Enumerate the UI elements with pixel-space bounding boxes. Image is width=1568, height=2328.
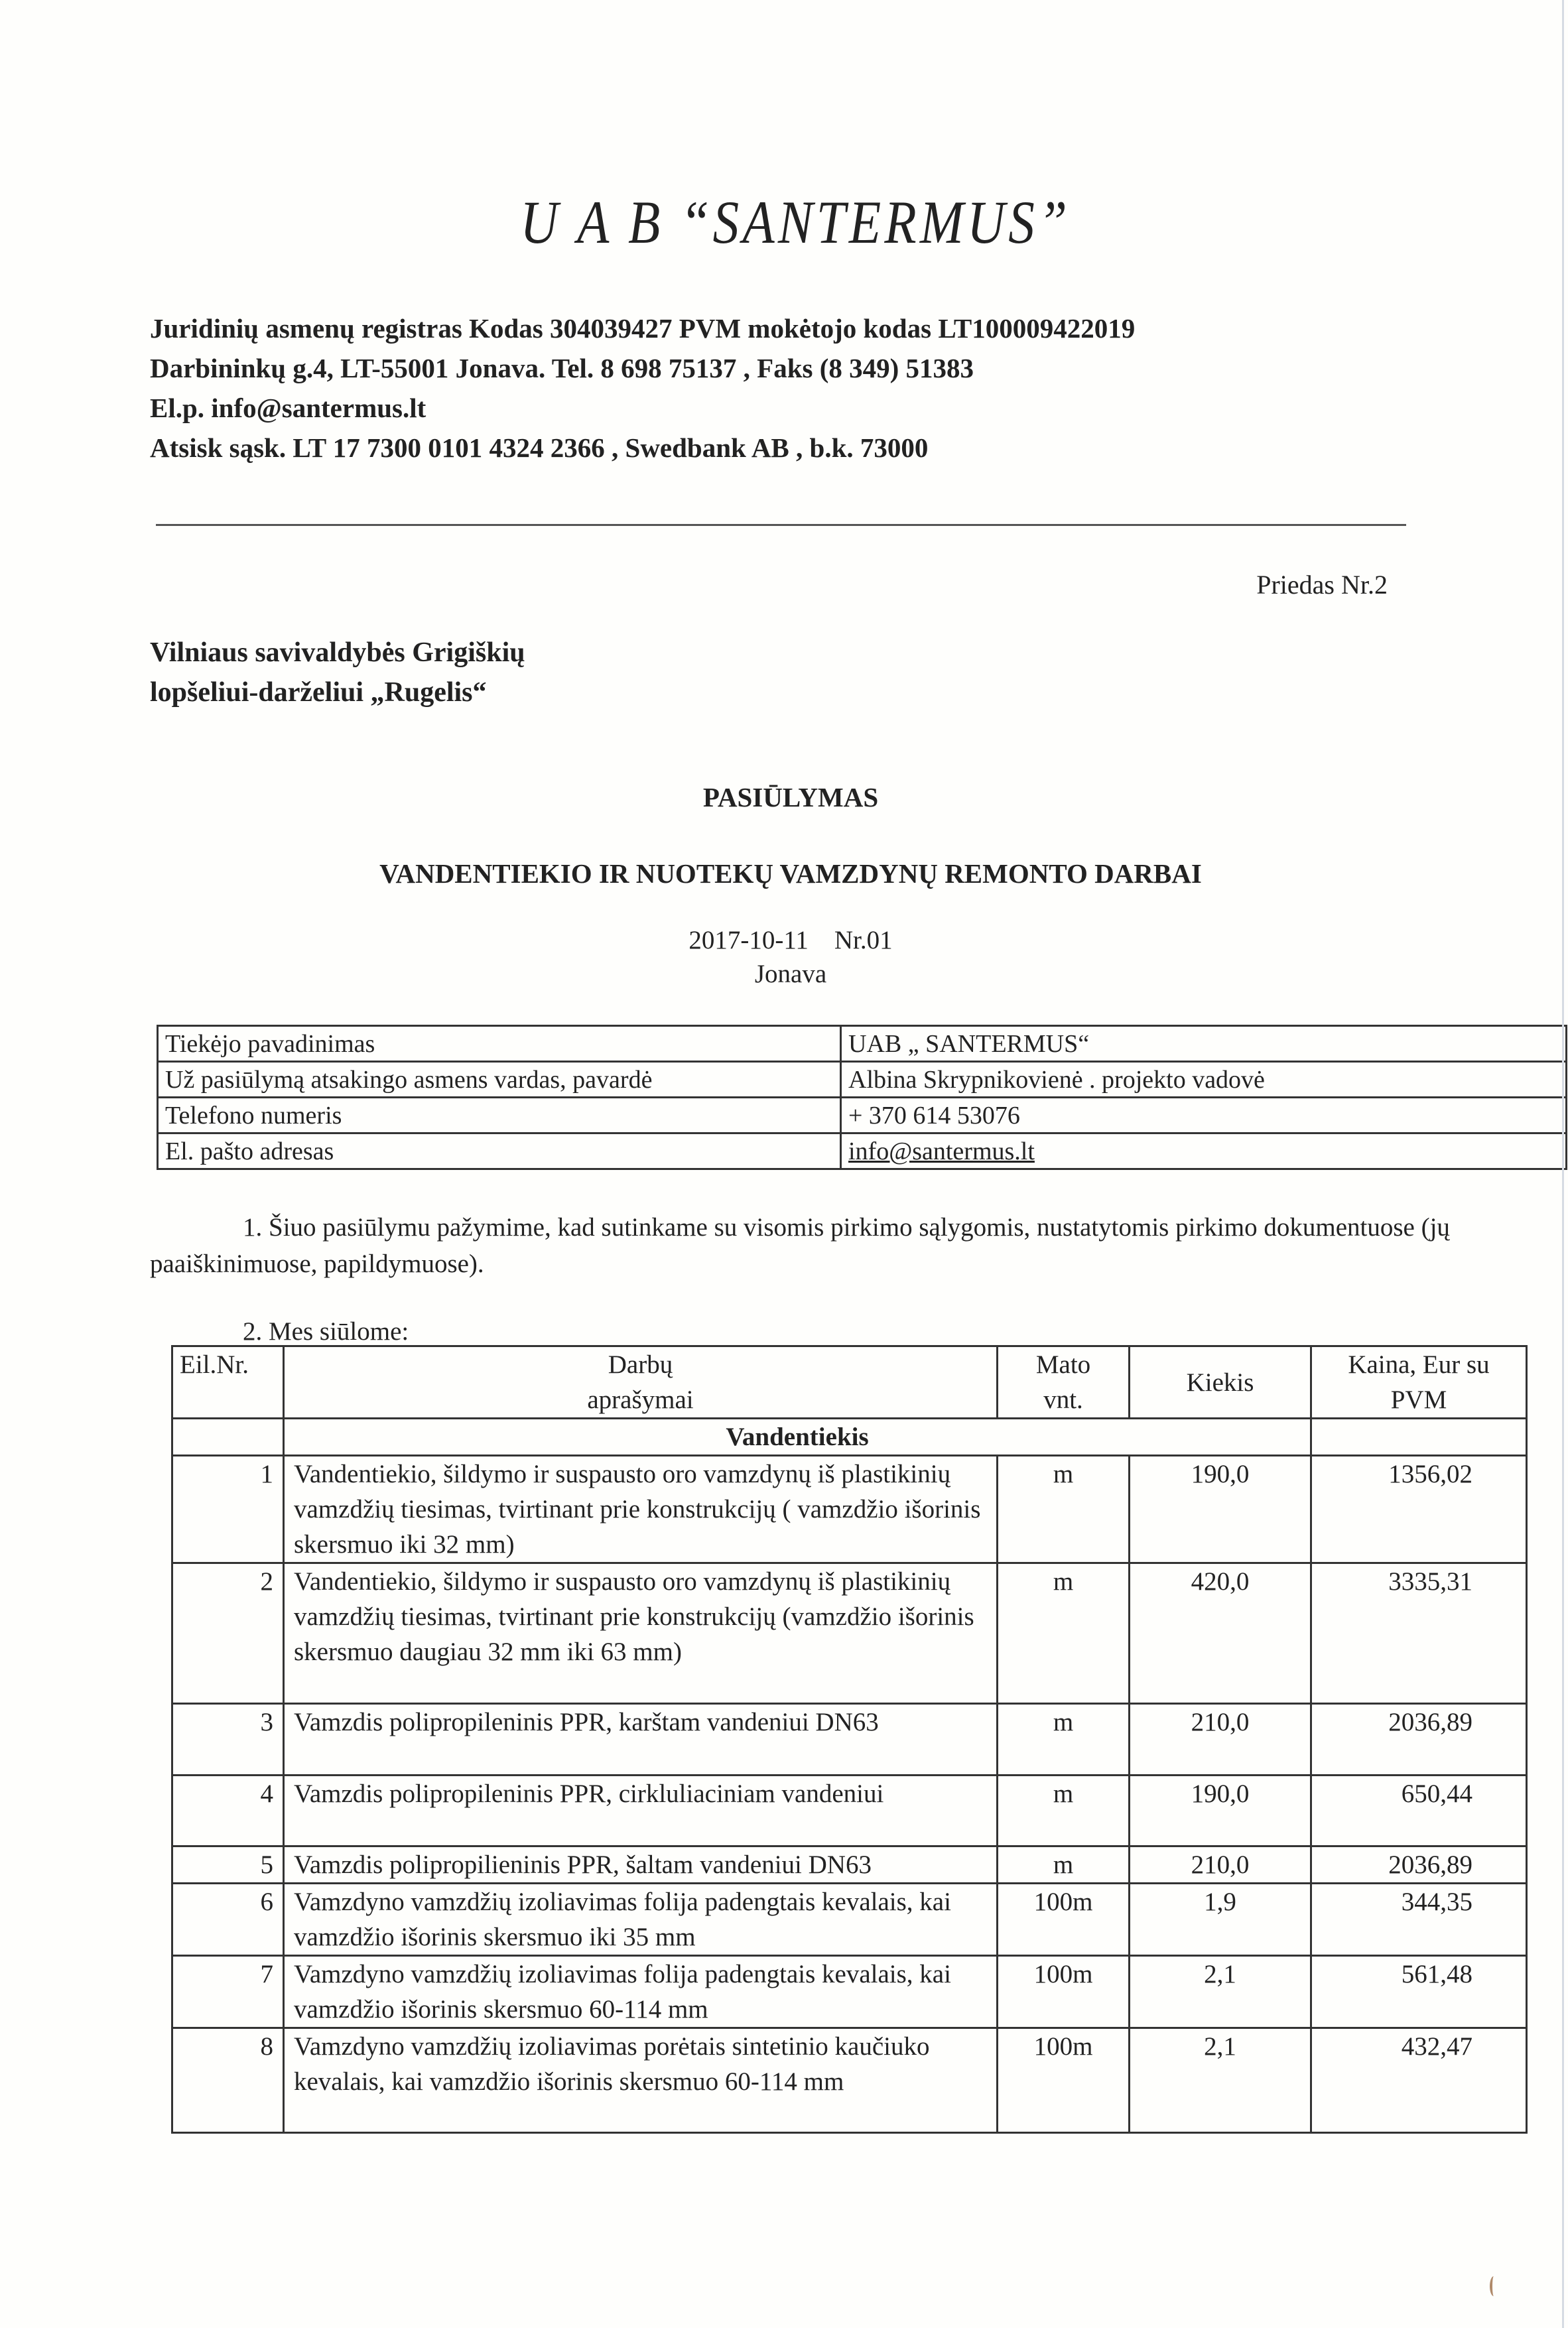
row-number: 6	[172, 1884, 284, 1956]
row-price: 432,47	[1311, 2028, 1527, 2133]
row-description: Vamzdyno vamzdžių izoliavimas porėtais sintetinio kaučiuko kevalais, kai vamzdžio išorinis skersmuo 60-114 mm	[284, 2028, 998, 2133]
header-divider	[156, 524, 1406, 526]
row-number: 3	[172, 1704, 284, 1776]
row-unit: 100m	[998, 2028, 1130, 2133]
row-description: Vamzdis polipropilieninis PPR, šaltam vandeniui DN63	[284, 1846, 998, 1884]
row-number: 2	[172, 1563, 284, 1704]
table-row	[172, 1956, 1527, 2028]
row-quantity: 1,9	[1130, 1884, 1311, 1956]
table-row	[158, 1098, 1567, 1133]
header-description-line2: aprašymai	[587, 1386, 694, 1414]
row-quantity: 210,0	[1130, 1704, 1311, 1776]
row-quantity: 2,1	[1130, 2028, 1311, 2133]
row-price: 1356,02	[1311, 1456, 1527, 1563]
offer-intro: 2. Mes siūlome:	[243, 1317, 409, 1346]
row-unit: m	[998, 1704, 1130, 1776]
supplier-name-value: UAB „ SANTERMUS“	[841, 1026, 1567, 1062]
table-row	[172, 1456, 1527, 1563]
header-price	[1311, 1346, 1527, 1419]
row-unit: m	[998, 1456, 1130, 1563]
header-price-line1: Kaina, Eur su	[1348, 1350, 1490, 1379]
row-quantity: 420,0	[1130, 1563, 1311, 1704]
table-header-row	[172, 1346, 1527, 1419]
row-price: 561,48	[1311, 1956, 1527, 2028]
header-description	[284, 1346, 998, 1419]
document-subtitle: VANDENTIEKIO IR NUOTEKŲ VAMZDYNŲ REMONTO DARBAI	[379, 858, 1202, 889]
row-unit: m	[998, 1776, 1130, 1846]
row-price: 344,35	[1311, 1884, 1527, 1956]
table-row	[158, 1026, 1567, 1062]
section-empty-cell	[1311, 1419, 1527, 1456]
header-unit-line2: vnt.	[1043, 1386, 1083, 1414]
header-unit-line1: Mato	[1035, 1350, 1091, 1379]
registry-line: Juridinių asmenų registras Kodas 304039427 PVM mokėtojo kodas LT100009422019	[150, 313, 1136, 344]
bank-line: Atsisk sąsk. LT 17 7300 0101 4324 2366 , Swedbank AB , b.k. 73000	[150, 432, 929, 463]
addressee-line-1: Vilniaus savivaldybės Grigiškių	[150, 637, 525, 668]
table-row	[172, 1563, 1527, 1704]
header-unit	[998, 1346, 1130, 1419]
row-quantity: 190,0	[1130, 1776, 1311, 1846]
row-unit: 100m	[998, 1956, 1130, 2028]
email-line: El.p. info@santermus.lt	[150, 393, 426, 423]
document-title: PASIŪLYMAS	[702, 782, 879, 812]
section-title: Vandentiekis	[284, 1419, 1311, 1456]
row-description: Vandentiekio, šildymo ir suspausto oro vamzdynų iš plastikinių vamzdžių tiesimas, tvirtinant prie konstrukcijų (vamzdžio išorinis skersmuo daugiau 32 mm iki 63 mm)	[284, 1563, 998, 1704]
row-quantity: 2,1	[1130, 1956, 1311, 2028]
table-row	[158, 1133, 1567, 1169]
table-row	[172, 1704, 1527, 1776]
row-quantity: 190,0	[1130, 1456, 1311, 1563]
header-no: Eil.Nr.	[172, 1346, 284, 1419]
page-edge	[1562, 0, 1564, 2328]
section-empty-cell	[172, 1419, 284, 1456]
phone-value: + 370 614 53076	[841, 1098, 1567, 1133]
row-number: 4	[172, 1776, 284, 1846]
email-link[interactable]: info@santermus.lt	[848, 1137, 1035, 1165]
responsible-person-value: Albina Skrypnikovienė . projekto vadovė	[841, 1062, 1567, 1098]
address-line: Darbininkų g.4, LT-55001 Jonava. Tel. 8 698 75137 , Faks (8 349) 51383	[150, 353, 974, 383]
row-unit: 100m	[998, 1884, 1130, 1956]
row-price: 650,44	[1311, 1776, 1527, 1846]
row-description: Vamzdyno vamzdžių izoliavimas folija padengtais kevalais, kai vamzdžio išorinis skersmuo iki 35 mm	[284, 1884, 998, 1956]
row-number: 8	[172, 2028, 284, 2133]
row-number: 5	[172, 1846, 284, 1884]
table-row	[172, 1846, 1527, 1884]
offer-table	[171, 1345, 1528, 2134]
row-description: Vandentiekio, šildymo ir suspausto oro vamzdynų iš plastikinių vamzdžių tiesimas, tvirtinant prie konstrukcijų ( vamzdžio išorinis skersmuo iki 32 mm)	[284, 1456, 998, 1563]
email-cell	[841, 1133, 1567, 1169]
document-city: Jonava	[754, 960, 827, 988]
header-price-line2: PVM	[1390, 1386, 1447, 1414]
agreement-paragraph: 1. Šiuo pasiūlymu pažymime, kad sutinkame su visomis pirkimo sąlygomis, nustatytomis pirkimo dokumentuose (jų paaiškinimuose, papildymuose).	[150, 1213, 1450, 1278]
row-unit: m	[998, 1563, 1130, 1704]
addressee-line-2: lopšeliui-darželiui „Rugelis“	[150, 677, 487, 708]
row-description: Vamzdis polipropileninis PPR, karštam vandeniui DN63	[284, 1704, 998, 1776]
header-description-line1: Darbų	[608, 1350, 673, 1379]
document-date-number: 2017-10-11 Nr.01	[688, 926, 893, 954]
supplier-info-table	[157, 1025, 1567, 1170]
row-price: 2036,89	[1311, 1704, 1527, 1776]
row-description: Vamzdyno vamzdžių izoliavimas folija padengtais kevalais, kai vamzdžio išorinis skersmuo 60-114 mm	[284, 1956, 998, 2028]
table-row	[172, 1776, 1527, 1846]
company-title: U A B “SANTERMUS”	[520, 188, 1071, 256]
row-quantity: 210,0	[1130, 1846, 1311, 1884]
row-number: 7	[172, 1956, 284, 2028]
row-price: 2036,89	[1311, 1846, 1527, 1884]
row-price: 3335,31	[1311, 1563, 1527, 1704]
header-quantity: Kiekis	[1130, 1346, 1311, 1419]
row-number: 1	[172, 1456, 284, 1563]
responsible-person-label: Už pasiūlymą atsakingo asmens vardas, pavardė	[158, 1062, 841, 1098]
table-row	[172, 1884, 1527, 1956]
supplier-name-label: Tiekėjo pavadinimas	[158, 1026, 841, 1062]
pen-mark	[1490, 2276, 1498, 2296]
section-row	[172, 1419, 1527, 1456]
phone-label: Telefono numeris	[158, 1098, 841, 1133]
annex-label: Priedas Nr.2	[1256, 570, 1388, 600]
table-row	[172, 2028, 1527, 2133]
row-description: Vamzdis polipropileninis PPR, cirkluliaciniam vandeniui	[284, 1776, 998, 1846]
table-row	[158, 1062, 1567, 1098]
email-label: El. pašto adresas	[158, 1133, 841, 1169]
row-unit: m	[998, 1846, 1130, 1884]
